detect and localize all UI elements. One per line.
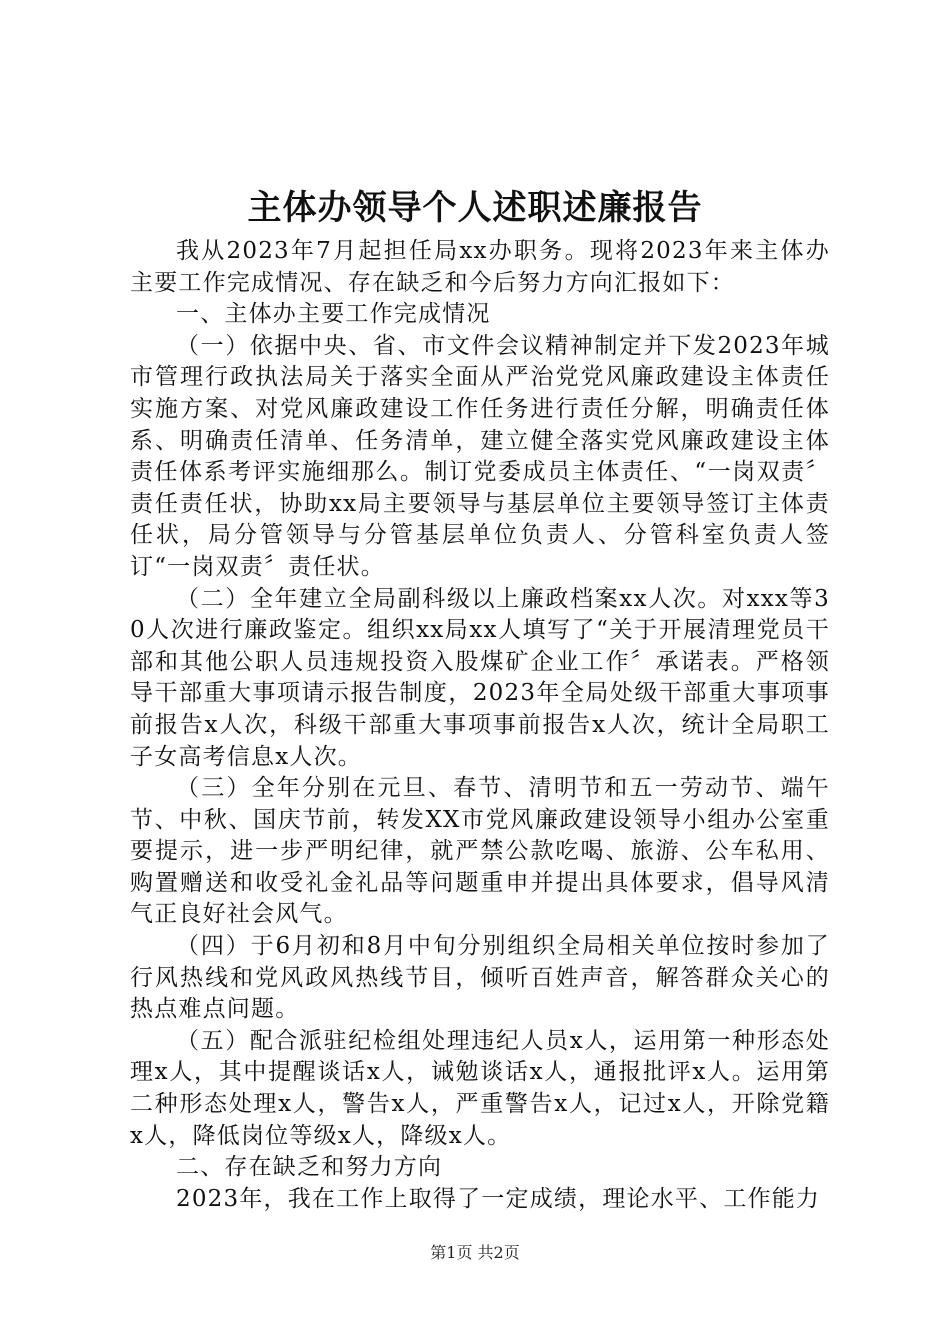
section-heading-1: 一、主体办主要工作完成情况 [176,301,491,328]
intro-paragraph: 我从2023年7月起担任局xx办职务。现将2023年来主体办主要工作完成情况、存在缺乏和今后努力方向汇报如下： [130,238,830,296]
item-2-paragraph: （二）全年建立全局副科级以上廉政档案xx人次。对xxx等30人次进行廉政鉴定。组织xx局xx人填写了“关于开展清理党员干部和其他公职人员违规投资入股煤矿企业工作〞承诺表。严格领导干部重大事项请示报告制度，2023年全局处级干部重大事项事前报告x人次，科级干部重大事项事前报告x人次，统计全局职工子女高考信息x人次。 [130,585,830,770]
item-4-paragraph: （四）于6月初和8月中旬分别组织全局相关单位按时参加了行风热线和党风政风热线节目，倾听百姓声音，解答群众关心的热点难点问题。 [130,933,830,1023]
page-footer: 第1页 共2页 [430,1243,520,1262]
document-body [130,236,830,1215]
closing-paragraph: 2023年，我在工作上取得了一定成绩，理论水平、工作能力 [176,1185,821,1212]
item-1-paragraph: （一）依据中央、省、市文件会议精神制定并下发2023年城市管理行政执法局关于落实全面从严治党党风廉政建设主体责任实施方案、对党风廉政建设工作任务进行责任分解，明确责任体系、明确责任清单、任务清单，建立健全落实党风廉政建设主体责任体系考评实施细那么。制订党委成员主体责任、“一岗双责〞责任责任状，协助xx局主要领导与基层单位主要领导签订主体责任状，局分管领导与分管基层单位负责人、分管科室负责人签订“一岗双责〞责任状。 [130,332,830,580]
document-title: 主体办领导个人述职述廉报告 [247,188,703,228]
section-heading-2: 二、存在缺乏和努力方向 [176,1154,443,1181]
item-5-paragraph: （五）配合派驻纪检组处理违纪人员x人，运用第一种形态处理x人，其中提醒谈话x人，诫勉谈话x人，通报批评x人。运用第二种形态处理x人，警告x人，严重警告x人，记过x人，开除党籍x人，降低岗位等级x人，降级x人。 [130,1027,830,1149]
item-3-paragraph: （三）全年分别在元旦、春节、清明节和五一劳动节、端午节、中秋、国庆节前，转发XX市党风廉政建设领导小组办公室重要提示，进一步严明纪律，就严禁公款吃喝、旅游、公车私用、购置赠送和收受礼金礼品等问题重申并提出具体要求，倡导风清气正良好社会风气。 [130,775,830,928]
